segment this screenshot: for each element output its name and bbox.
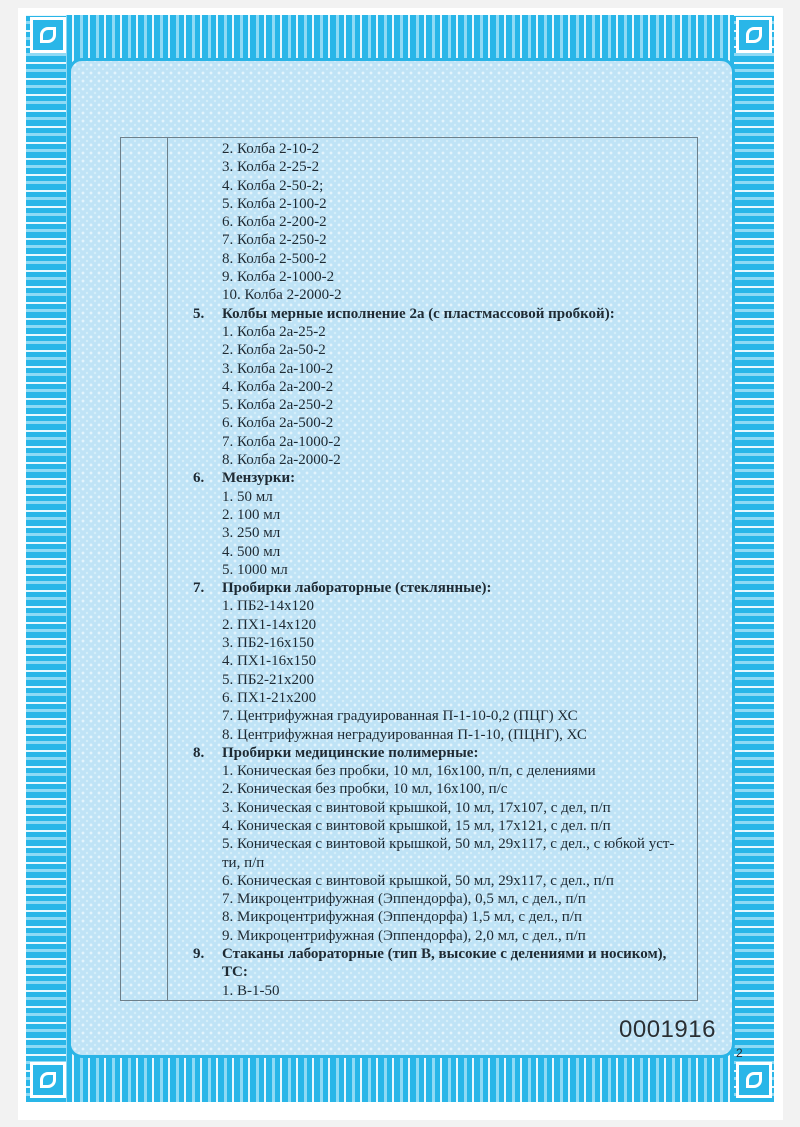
list-item: 2. 100 мл (222, 506, 281, 523)
list-item: 8. Микроцентрифужная (Эппендорфа) 1,5 мл, с дел., п/п (222, 909, 582, 926)
list-item: 1. ПБ2-14х120 (222, 598, 314, 615)
list-item: 7. Колба 2-250-2 (222, 232, 327, 249)
section-title: Стаканы лабораторные (тип В, высокие с делениями и носиком), ТС: (222, 946, 667, 981)
section-heading (193, 744, 689, 762)
section-title: Мензурки: (222, 470, 296, 487)
list-item: 4. 500 мл (222, 543, 281, 560)
serial-number: 0001916 (619, 1016, 716, 1043)
table-content (193, 140, 689, 1000)
list-item: 2. Коническая без пробки, 10 мл, 16х100, п/с (222, 781, 508, 798)
section-number: 9. (193, 946, 205, 963)
list-item: 7. Колба 2а-1000-2 (222, 433, 341, 450)
corner-ornament-icon (30, 17, 66, 53)
list-item: 1. Колба 2а-25-2 (222, 323, 326, 340)
section-number: 8. (193, 744, 205, 761)
list-item: 3. 250 мл (222, 525, 281, 542)
list-item: 5. Колба 2а-250-2 (222, 397, 334, 414)
list-item: 2. ПХ1-14х120 (222, 616, 317, 633)
list-item: 4. Колба 2-50-2; (222, 177, 324, 194)
list-item: 6. ПХ1-21х200 (222, 689, 317, 706)
list-item: 1. 50 мл (222, 488, 273, 505)
section-heading (193, 305, 689, 323)
list-item: 9. Микроцентрифужная (Эппендорфа), 2,0 мл, с дел., п/п (222, 927, 586, 944)
list-item: 3. Колба 2а-100-2 (222, 360, 334, 377)
list-item: 5. Колба 2-100-2 (222, 195, 327, 212)
ornamental-border-left (26, 15, 66, 1102)
page-number: 2 (736, 1046, 743, 1060)
list-item: 3. Колба 2-25-2 (222, 159, 320, 176)
items-table (120, 137, 698, 1001)
list-item: 8. Колба 2а-2000-2 (222, 452, 341, 469)
list-item: 2. Колба 2-10-2 (222, 141, 320, 157)
list-item: 4. Колба 2а-200-2 (222, 378, 334, 395)
list-item: 1. Коническая без пробки, 10 мл, 16х100, п/п, с делениями (222, 763, 596, 780)
list-item: 3. ПБ2-16х150 (222, 635, 314, 652)
list-item: 2. Колба 2а-50-2 (222, 342, 326, 359)
list-item: 8. Центрифужная неградуированная П-1-10, (ПЦНГ), ХС (222, 726, 587, 743)
section-heading (193, 469, 689, 487)
list-item: 10. Колба 2-2000-2 (222, 287, 342, 304)
section-number: 5. (193, 305, 205, 322)
corner-ornament-icon (736, 17, 772, 53)
table-number-column (121, 138, 168, 1000)
list-item: 8. Колба 2-500-2 (222, 250, 327, 267)
list-item: 5. ПБ2-21х200 (222, 671, 314, 688)
section-title: Пробирки лабораторные (стеклянные): (222, 580, 492, 597)
section-title: Колбы мерные исполнение 2а (с пластмассовой пробкой): (222, 305, 615, 322)
section-number: 7. (193, 580, 205, 597)
list-item: 6. Колба 2а-500-2 (222, 415, 334, 432)
list-item: 7. Центрифужная градуированная П-1-10-0,2 (ПЦГ) ХС (222, 708, 578, 725)
section-title: Пробирки медицинские полимерные: (222, 744, 479, 761)
list-item: 4. ПХ1-16х150 (222, 653, 317, 670)
corner-ornament-icon (30, 1062, 66, 1098)
list-item: 6. Колба 2-200-2 (222, 214, 327, 231)
list-item: 4. Коническая с винтовой крышкой, 15 мл, 17х121, с дел. п/п (222, 817, 611, 834)
section-number: 6. (193, 470, 205, 487)
list-item: 9. Колба 2-1000-2 (222, 269, 335, 286)
section-heading (193, 579, 689, 597)
list-item: 5. Коническая с винтовой крышкой, 50 мл, 29х117, с дел., с юбкой уст-ти, п/п (222, 836, 675, 871)
ornamental-border-right (734, 15, 774, 1102)
list-item: 3. Коническая с винтовой крышкой, 10 мл, 17х107, с дел, п/п (222, 799, 611, 816)
list-item: 7. Микроцентрифужная (Эппендорфа), 0,5 мл, с дел., п/п (222, 891, 586, 908)
list-item: 6. Коническая с винтовой крышкой, 50 мл, 29х117, с дел., п/п (222, 872, 614, 889)
list-item: 5. 1000 мл (222, 561, 288, 578)
corner-ornament-icon (736, 1062, 772, 1098)
list-item: 1. В-1-50 (222, 982, 280, 999)
section-heading (193, 945, 689, 982)
